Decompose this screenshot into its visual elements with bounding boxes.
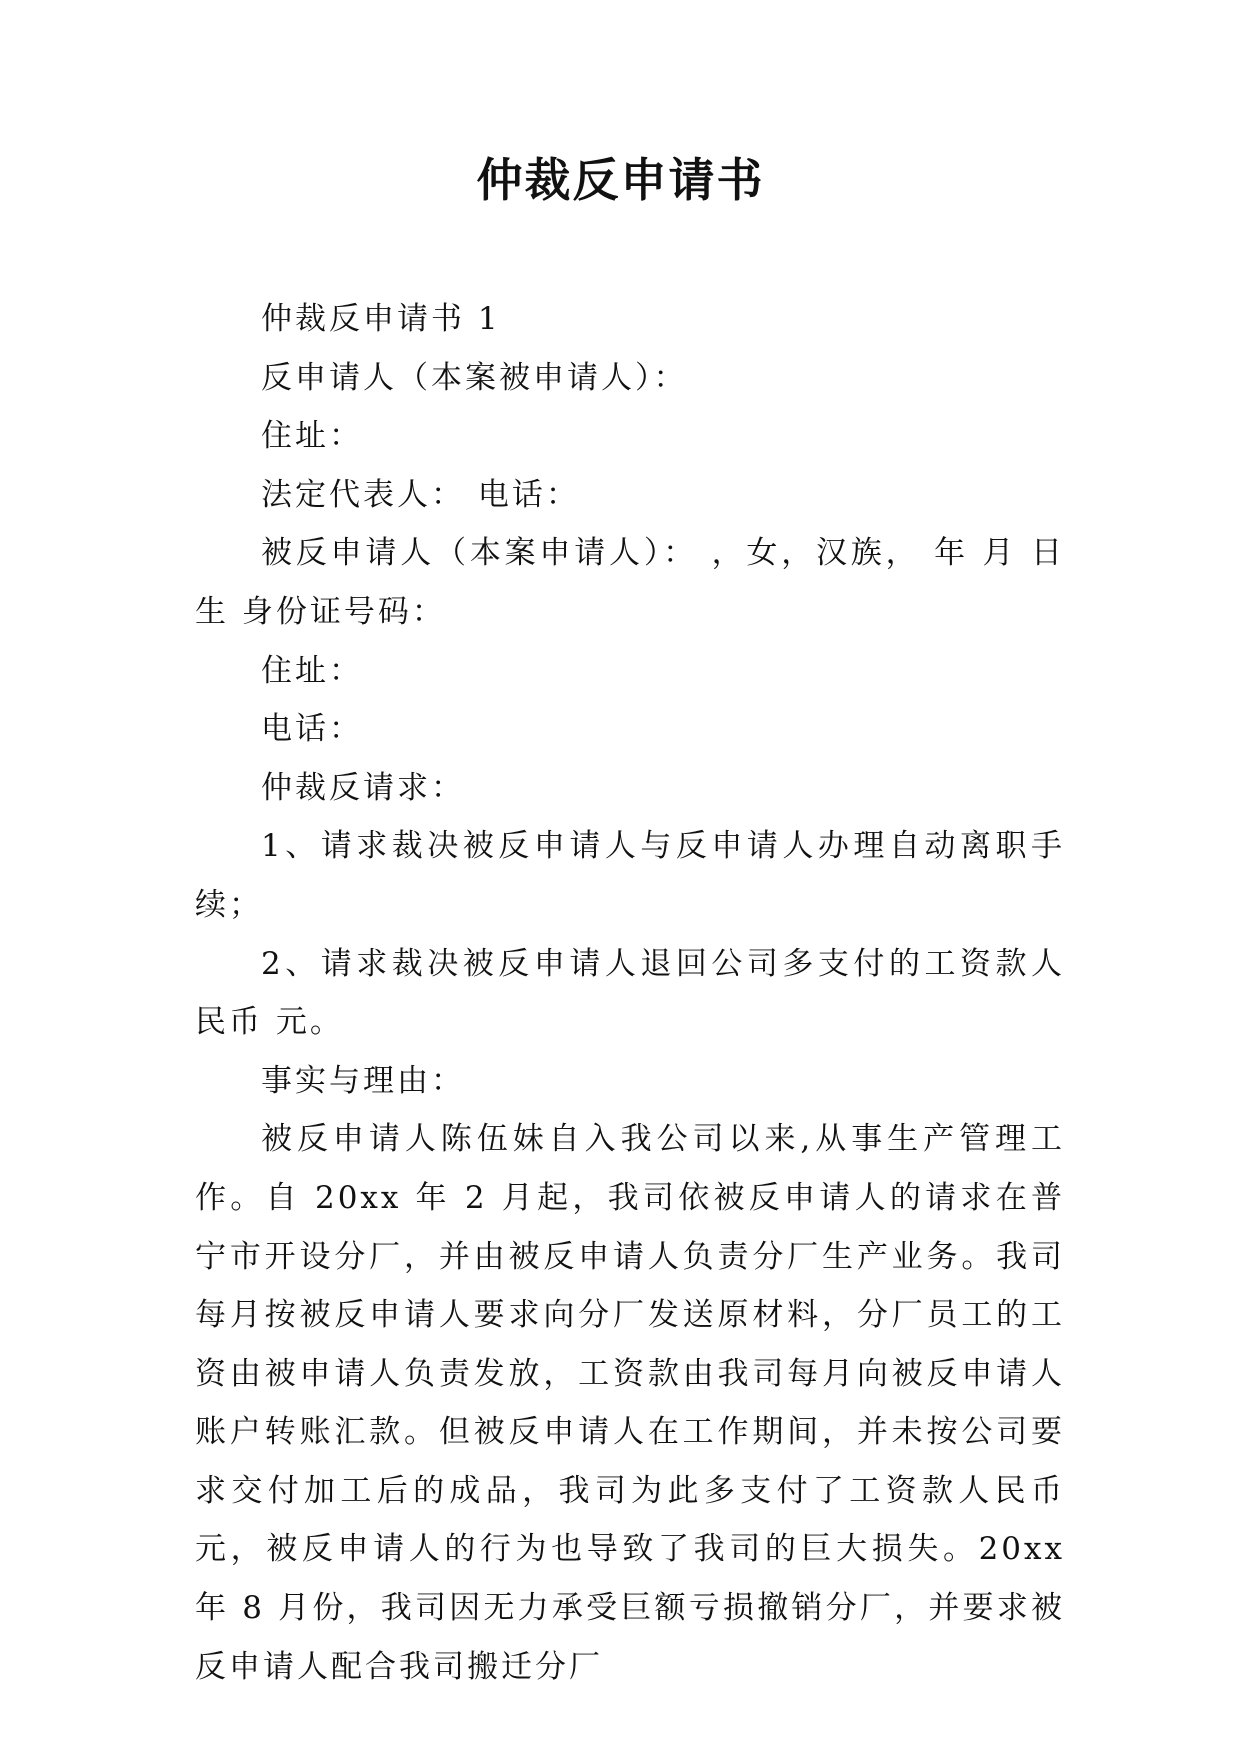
paragraph-claims-heading: 仲裁反请求： — [261, 769, 465, 806]
document-title: 仲裁反申请书 — [476, 153, 765, 207]
paragraph-heading: 仲裁反申请书 1 — [261, 301, 501, 337]
paragraph-facts-heading: 事实与理由： — [261, 1062, 465, 1099]
paragraph-legal-representative: 法定代表人： 电话： — [261, 476, 580, 513]
document-body — [195, 290, 1065, 1696]
paragraph-counter-applicant: 反申请人（本案被申请人）： — [261, 359, 688, 396]
paragraph-address-2: 住址： — [261, 652, 363, 689]
paragraph-address-1: 住址： — [261, 418, 363, 455]
paragraph-facts-body: 被反申请人陈伍妹自入我公司以来,从事生产管理工作。自 20xx 年 2 月起，我司依被反申请人的请求在普宁市开设分厂，并由被反申请人负责分厂生产业务。我司每月按被反申请人要求向分厂发送原材料，分厂员工的工资由被申请人负责发放，工资款由我司每月向被反申请人账户转账汇款。但被反申请人在工作期间，并未按公司要求交付加工后的成品，我司为此多支付了工资款人民币 元，被反申请人的行为也导致了我司的巨大损失。20xx 年 8 月份，我司因无力承受巨额亏损撤销分厂，并要求被反申请人配合我司搬迁分厂 — [195, 1121, 1065, 1685]
paragraph-claim-1: 1、请求裁决被反申请人与反申请人办理自动离职手续； — [195, 828, 1065, 923]
paragraph-phone: 电话： — [261, 711, 363, 748]
paragraph-respondent: 被反申请人（本案申请人）： ，女，汉族， 年 月 日生 身份证号码： — [195, 535, 1065, 630]
paragraph-claim-2: 2、请求裁决被反申请人退回公司多支付的工资款人民币 元。 — [195, 945, 1065, 1041]
